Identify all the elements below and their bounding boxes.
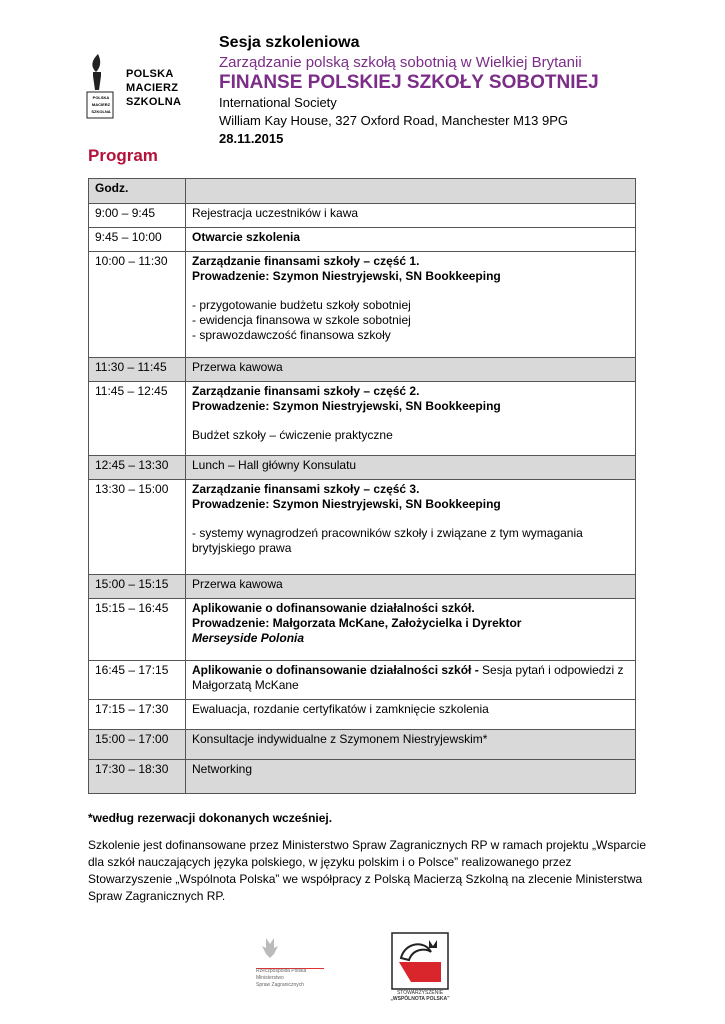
table-row	[89, 382, 636, 456]
row-time: 9:00 – 9:45	[89, 204, 186, 228]
row-time: 11:45 – 12:45	[89, 382, 186, 456]
table-row	[89, 358, 636, 382]
row-desc: Aplikowanie o dofinansowanie działalności szkół - Sesja pytań i odpowiedzi z Małgorzatą McKane	[186, 661, 636, 700]
funding-paragraph: Szkolenie jest dofinansowane przez Ministerstwo Spraw Zagranicznych RP w ramach projektu „Wsparcie dla szkół nauczających języka polskiego, w języku polskim i o Polsce” realizowanego przez Stowarzyszenie „Wspólnota Polska” we współpracy z Polską Macierzą Szkolną na zlecenie Ministerstwa Spraw Zagranicznych RP.	[88, 838, 647, 903]
row-desc: Przerwa kawowa	[186, 575, 636, 599]
page-title: FINANSE POLSKIEJ SZKOŁY SOBOTNIEJ	[219, 72, 599, 93]
row-desc: Zarządzanie finansami szkoły – część 3. Prowadzenie: Szymon Niestryjewski, SN Bookkeeping - systemy wynagrodzeń pracowników szkoły i związane z tym wymagania brytyjskiego prawa	[186, 480, 636, 575]
row-time: 16:45 – 17:15	[89, 661, 186, 700]
row-desc: Otwarcie szkolenia	[186, 228, 636, 252]
row-time: 15:00 – 15:15	[89, 575, 186, 599]
row-time: 10:00 – 11:30	[89, 252, 186, 358]
row-desc: Przerwa kawowa	[186, 358, 636, 382]
table-row	[89, 661, 636, 700]
row-time: 12:45 – 13:30	[89, 456, 186, 480]
table-row	[89, 575, 636, 599]
table-row	[89, 456, 636, 480]
schedule-table	[88, 178, 636, 794]
table-row	[89, 760, 636, 794]
wspolnota-label: STOWARZYSZENIE „WSPÓLNOTA POLSKA”	[390, 990, 450, 1002]
venue: International Society	[219, 95, 337, 110]
row-time: 13:30 – 15:00	[89, 480, 186, 575]
row-time: 11:30 – 11:45	[89, 358, 186, 382]
address: William Kay House, 327 Oxford Road, Manchester M13 9PG	[219, 113, 568, 128]
row-desc: Aplikowanie o dofinansowanie działalności szkół. Prowadzenie: Małgorzata McKane, Założycielka i Dyrektor Merseyside Polonia	[186, 599, 636, 661]
table-row	[89, 204, 636, 228]
table-row	[89, 700, 636, 730]
row-desc: Networking	[186, 760, 636, 794]
table-row	[89, 730, 636, 760]
table-row	[89, 228, 636, 252]
program-heading: Program	[88, 146, 158, 165]
footnote: *według rezerwacji dokonanych wcześniej.	[88, 811, 333, 825]
ministry-label: Rzeczpospolita Polska Ministerstwo Spraw Zagranicznych	[256, 968, 307, 988]
row-time: 15:15 – 16:45	[89, 599, 186, 661]
row-time: 15:00 – 17:00	[89, 730, 186, 760]
date: 28.11.2015	[219, 131, 284, 146]
table-header	[89, 179, 636, 204]
row-desc: Lunch – Hall główny Konsulatu	[186, 456, 636, 480]
row-desc: Zarządzanie finansami szkoły – część 2. Prowadzenie: Szymon Niestryjewski, SN Bookkeeping Budżet szkoły – ćwiczenie praktyczne	[186, 382, 636, 456]
wspolnota-logo-icon	[391, 932, 449, 990]
row-desc: Rejestracja uczestników i kawa	[186, 204, 636, 228]
header-time: Godz.	[89, 179, 186, 204]
logo-text: POLSKA MACIERZ SZKOLNA	[126, 68, 182, 108]
subtitle: Zarządzanie polską szkołą sobotnią w Wielkiej Brytanii	[219, 54, 582, 71]
table-row	[89, 480, 636, 575]
session-label: Sesja szkoleniowa	[219, 34, 360, 51]
table-row	[89, 252, 636, 358]
logo-badge: POLSKA MACIERZ SZKOLNA	[91, 95, 111, 114]
row-time: 17:15 – 17:30	[89, 700, 186, 730]
row-time: 17:30 – 18:30	[89, 760, 186, 794]
row-desc: Konsultacje indywidualne z Szymonem Niestryjewskim*	[186, 730, 636, 760]
row-time: 9:45 – 10:00	[89, 228, 186, 252]
row-desc: Ewaluacja, rozdanie certyfikatów i zamknięcie szkolenia	[186, 700, 636, 730]
row-desc: Zarządzanie finansami szkoły – część 1. Prowadzenie: Szymon Niestryjewski, SN Bookkeeping - przygotowanie budżetu szkoły sobotniej - ewidencja finansowa w szkole sobotniej - sprawozdawczość finansowa szkoły	[186, 252, 636, 358]
header	[219, 33, 699, 147]
table-row	[89, 599, 636, 661]
header-desc	[186, 179, 636, 204]
